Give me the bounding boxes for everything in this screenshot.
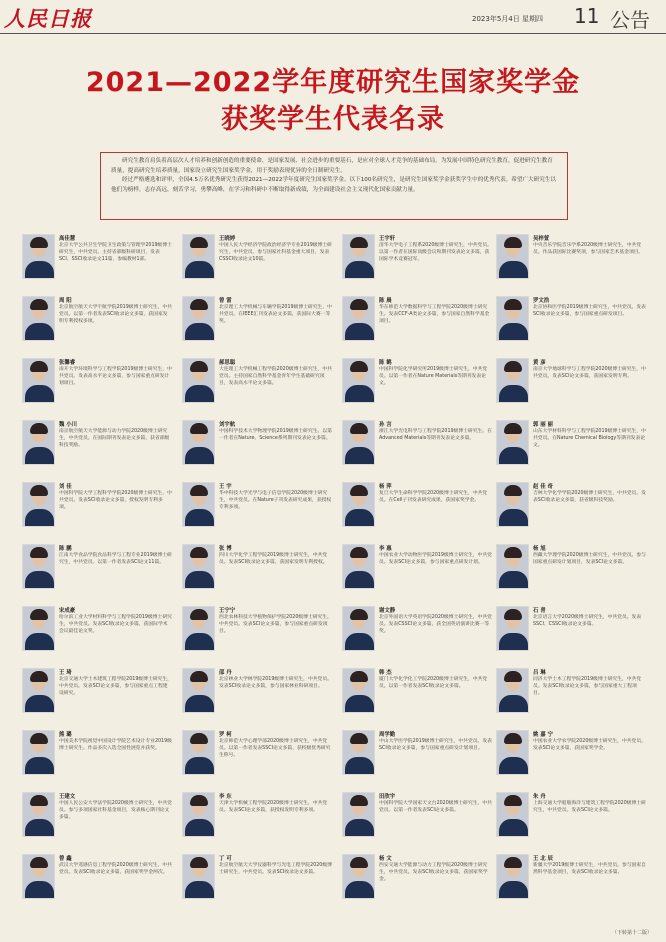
awardee-photo	[496, 234, 529, 279]
awardee-bio: 南京航空航天大学能源与动力学院2020级博士研究生，中共党员。在国际期刊发表论文多篇，获省部级科技奖励。	[59, 429, 170, 449]
awardee-card	[22, 854, 174, 910]
awardee-photo	[342, 668, 375, 713]
awardee-photo	[342, 792, 375, 837]
intro-box	[100, 152, 568, 220]
awardee-bio: 浙江大学光电科学与工程学院2019级博士研究生。在Advanced Materials等期刊发表论文多篇。	[379, 429, 492, 442]
awardee-photo	[496, 358, 529, 403]
awardee-card	[182, 544, 334, 600]
awardee-card	[182, 482, 334, 538]
awardee-name: 高佳慧	[59, 236, 76, 242]
awardee-photo	[342, 296, 375, 341]
awardee-name: 赵 佳 奇	[533, 484, 553, 490]
awardee-card	[342, 296, 494, 352]
awardee-name: 陈 晨	[379, 298, 392, 304]
awardee-bio: 中国美术学院视觉中国设计学院艺术设计专业2019级博士研究生。作品多次入选全国性展览并获奖。	[59, 739, 172, 752]
awardee-name: 陈 鹤	[379, 360, 392, 366]
awardee-name: 曾 鑫	[59, 856, 72, 862]
awardee-bio: 四川大学化学工程学院2019级博士研究生，中共党员。发表SCI收录论文多篇，获国家发明专利授权。	[219, 553, 328, 566]
awardee-bio: 中国科学技术大学物理学院2019级博士研究生。以第一作者在Nature、Science系列期刊发表论文多篇。	[219, 429, 332, 442]
awardee-card	[22, 730, 174, 786]
awardee-name: 曾 雷	[219, 298, 232, 304]
awardee-card	[182, 358, 334, 414]
awardee-name: 郝思聪	[219, 360, 236, 366]
awardee-photo	[182, 730, 215, 775]
awardee-photo	[496, 730, 529, 775]
awardee-photo	[496, 792, 529, 837]
awardee-name: 王宇轩	[379, 236, 396, 242]
awardee-name: 熊 璐	[59, 732, 72, 738]
awardee-card	[496, 730, 648, 786]
awardee-name: 朱 舟	[533, 794, 546, 800]
awardee-name: 罗文浩	[533, 298, 550, 304]
awardee-bio: 中国农业大学动物医学院2019级博士研究生，中共党员。发表SCI论文多篇，参与国家重点研发计划。	[379, 553, 492, 566]
awardee-bio: 北京师范大学心理学部2020级博士研究生，中共党员。以第一作者发表SSCI论文多篇，获校级优秀研究生称号。	[219, 739, 331, 759]
awardee-photo	[22, 296, 55, 341]
awardee-photo	[22, 482, 55, 527]
awardee-photo	[182, 854, 215, 899]
awardee-name: 王宁宁	[219, 608, 236, 614]
awardee-name: 王晓婷	[219, 236, 236, 242]
awardee-bio: 天津大学机械工程学院2020级博士研究生，中共党员。发表SCI论文多篇，获授权发明专利多项。	[219, 801, 328, 814]
awardee-bio: 北京航空航天大学仪器科学与光电工程学院2020级博士研究生，中共党员。发表SCI收录论文多篇。	[219, 863, 332, 876]
awardee-card	[342, 358, 494, 414]
awardee-bio: 华东师范大学数据科学与工程学院2020级博士研究生。发表CCF-A类论文多篇，参与国家自然科学基金项目。	[379, 305, 490, 325]
awardee-name: 吕 琳	[533, 670, 546, 676]
awardee-photo	[182, 296, 215, 341]
awardee-photo	[22, 358, 55, 403]
awardee-bio: 南开大学环境科学与工程学院2019级博士研究生，中共党员。发表高水平论文多篇，参与国家重点研发计划项目。	[59, 367, 172, 387]
awardee-bio: 中国农业大学农学院2020级博士研究生，中共党员。发表SCI论文多篇，获国家奖学金。	[533, 739, 646, 752]
awardee-photo	[22, 668, 55, 713]
awardee-bio: 北京理工大学机械与车辆学院2019级博士研究生，中共党员。在IEEE汇刊发表论文多篇，获国际大赛一等奖。	[219, 305, 332, 325]
page-title-line2: 获奖学生代表名录	[221, 104, 445, 135]
issue-date: 2023年5月4日 星期四	[472, 15, 543, 23]
awardee-bio: 江南大学食品学院食品科学与工程专业2019级博士研究生，中共党员。以第一作者发表SCI论文11篇。	[59, 553, 172, 566]
page-title-line1: 2021—2022学年度研究生国家奖学金	[85, 67, 581, 98]
awardee-bio: 山东大学材料科学与工程学院2019级博士研究生，中共党员。在Nature Chemical Biology等期刊发表论文。	[533, 429, 646, 449]
awardee-bio: 华中科技大学光学与电子信息学院2020级博士研究生，中共党员。在Nature子刊发表研究成果，获授权专利多项。	[219, 491, 332, 511]
awardee-bio: 北京大学公共卫生学院卫生政策与管理学2019级博士研究生，中共党员。主持省部级科研项目，发表SCI、SSCI收录论文11篇，参编教材1部。	[59, 243, 172, 263]
awardee-bio: 中国科学院大学工程科学学院2020级博士研究生，中共党员。发表SCI收录论文多篇，授权发明专利多项。	[59, 491, 172, 511]
awardee-card	[496, 482, 648, 538]
awardee-card	[342, 420, 494, 476]
awardee-card	[342, 668, 494, 724]
awardee-name: 丁 可	[219, 856, 232, 862]
awardee-photo	[496, 420, 529, 465]
awardee-bio: 北京语言大学2020级博士研究生，中共党员。发表SSCI、CSSCI收录论文多篇。	[533, 615, 642, 628]
newspaper-logo: 人民日报	[4, 6, 92, 31]
awardee-card	[342, 730, 494, 786]
awardee-bio: 北京外国语大学英语学院2020级博士研究生，中共党员。发表CSSCI论文多篇，获全国英语演讲比赛一等奖。	[379, 615, 492, 635]
awardee-name: 魏 小川	[59, 422, 78, 428]
awardee-card	[496, 668, 648, 724]
awardee-name: 杨 旭	[533, 546, 546, 552]
awardee-bio: 西安交通大学能源与动力工程学院2020级博士研究生，中共党员。发表SCI收录论文多篇，获国家奖学金。	[379, 863, 488, 883]
awardee-bio: 南京大学地球科学与工程学院2020级博士研究生，中共党员。发表SCI论文多篇，获国家发明专利。	[533, 367, 646, 380]
awardee-photo	[182, 792, 215, 837]
awardee-card	[182, 296, 334, 352]
awardee-photo	[22, 544, 55, 589]
awardee-card	[342, 854, 494, 910]
continued-note: （下转第十二版）	[612, 930, 653, 936]
awardee-bio: 清华大学电子工程系2020级博士研究生，中共党员。以第一作者在国际顶级会议和期刊发表论文多篇，获国际学术竞赛冠军。	[379, 243, 492, 263]
awardee-name: 姚 嘉 宁	[533, 732, 553, 738]
awardee-bio: 北京航空航天大学宇航学院2019级博士研究生，中共党员。以第一作者发表SCI收录论文多篇，获国家发明专利授权多项。	[59, 305, 172, 325]
awardee-name: 王建文	[59, 794, 76, 800]
awardee-card	[342, 792, 494, 848]
awardee-photo	[342, 234, 375, 279]
awardee-photo	[182, 420, 215, 465]
awardee-card	[22, 234, 174, 290]
awardee-photo	[22, 854, 55, 899]
awardee-photo	[496, 668, 529, 713]
awardee-card	[496, 420, 648, 476]
awardee-card	[496, 792, 648, 848]
awardee-name: 田欣宇	[379, 794, 396, 800]
awardee-photo	[342, 482, 375, 527]
masthead-divider	[0, 33, 666, 34]
section-name: 公告	[610, 8, 650, 32]
awardee-bio: 复旦大学生命科学学院2020级博士研究生，中共党员。在Cell子刊发表研究成果，获国家奖学金。	[379, 491, 488, 504]
page-number: 11	[574, 4, 600, 28]
awardee-card	[182, 730, 334, 786]
awardee-card	[22, 482, 174, 538]
awardee-bio: 哈尔滨工业大学材料科学与工程学院2019级博士研究生，中共党员。发表SCI收录论文多篇，获国际学术会议最佳论文奖。	[59, 615, 172, 635]
intro-paragraph-2: 经过严格遴选和评审，全国4.5万名优秀研究生获得2021—2022学年度研究生国家奖学金。以下100名研究生，是研究生国家奖学金获奖学生中的优秀代表。希望广大研究生以他们为榜样，志存高远，刻苦学习，勇攀高峰，在学习和科研中不断取得新成绩，为全面建设社会主义现代化国家贡献力量。	[111, 177, 557, 193]
awardee-name: 郭 丽 丽	[533, 422, 553, 428]
awardee-photo	[182, 358, 215, 403]
awardee-name: 周 阳	[59, 298, 72, 304]
awardee-name: 刘 佳	[59, 484, 72, 490]
awardee-photo	[182, 544, 215, 589]
awardee-bio: 西北农林科技大学植物保护学院2020级博士研究生，中共党员。发表SCI论文多篇，参与国家重点研发项目。	[219, 615, 332, 635]
awardee-name: 王 北 辰	[533, 856, 553, 862]
awardee-photo	[496, 854, 529, 899]
intro-paragraph-1: 研究生教育肩负着高层次人才培养和创新创造的重要使命，是国家发展、社会进步的重要基石，是应对全球人才竞争的基础布局。为发展中国特色研究生教育，促进研究生教育质量，提高研究生培养质量，国家设立研究生国家奖学金，用于奖励表现优异的全日制研究生。	[111, 158, 553, 174]
awardee-card	[182, 606, 334, 662]
awardee-photo	[22, 234, 55, 279]
awardee-photo	[182, 234, 215, 279]
awardee-bio: 西藏大学理学院2020级博士研究生，中共党员。参与国家重点研发计划项目，发表SCI论文多篇。	[533, 553, 646, 566]
awardee-bio: 中山大学医学院2019级博士研究生，中共党员。发表SCI收录论文多篇，参与国家重点研发计划项目。	[379, 739, 492, 752]
awardee-name: 孙 言	[379, 422, 392, 428]
awardee-photo	[182, 482, 215, 527]
awardee-photo	[22, 730, 55, 775]
awardee-bio: 北京林业大学林学院2019级博士研究生，中共党员。发表SCI收录论文多篇，参与国家林业科研项目。	[219, 677, 332, 690]
awardee-card	[182, 854, 334, 910]
awardee-name: 吴梓萱	[533, 236, 550, 242]
awardee-name: 李 东	[219, 794, 232, 800]
awardee-photo	[22, 792, 55, 837]
masthead	[0, 0, 666, 34]
awardee-card	[342, 606, 494, 662]
awardee-photo	[182, 668, 215, 713]
awardee-card	[22, 792, 174, 848]
awardee-bio: 北京交通大学土木建筑工程学院2019级博士研究生，中共党员。发表SCI论文多篇，参与国家重点工程建设研究。	[59, 677, 172, 697]
awardee-bio: 中国科学院化学研究所2019级博士研究生，中共党员。以第一作者在Nature Materials等期刊发表论文。	[379, 367, 488, 387]
awardee-name: 李 惠	[379, 546, 392, 552]
awardee-name: 宋成豪	[59, 608, 76, 614]
awardee-photo	[342, 606, 375, 651]
awardee-photo	[182, 606, 215, 651]
awardee-card	[496, 358, 648, 414]
awardee-photo	[342, 730, 375, 775]
awardee-card	[342, 234, 494, 290]
awardee-bio: 北京协和医学院2019级博士研究生，中共党员。发表SCI收录论文多篇，参与国家重点研发项目。	[533, 305, 646, 318]
awardee-bio: 中国人民公安大学法学院2020级博士研究生，中共党员。参与多项国家社科基金项目，发表核心期刊论文多篇。	[59, 801, 172, 821]
awardee-card	[496, 606, 648, 662]
awardee-card	[496, 854, 648, 910]
awardee-photo	[496, 544, 529, 589]
awardee-bio: 新疆大学2019级博士研究生，中共党员。参与国家自然科学基金项目，发表SCI收录论文多篇。	[533, 863, 646, 876]
awardee-card	[182, 420, 334, 476]
awardee-card	[342, 482, 494, 538]
awardee-bio: 厦门大学化学化工学院2020级博士研究生，中共党员。以第一作者发表SCI收录论文多篇。	[379, 677, 488, 690]
awardee-name: 罗 柯	[219, 732, 232, 738]
awardee-name: 王 宇	[219, 484, 232, 490]
awardee-photo	[22, 420, 55, 465]
awardee-photo	[496, 606, 529, 651]
awardee-card	[22, 358, 174, 414]
awardee-name: 刘宇航	[219, 422, 236, 428]
awardee-name: 黄 彦	[533, 360, 546, 366]
awardee-bio: 吉林大学化学学院2020级博士研究生，中共党员。发表SCI收录论文多篇，获省级科技奖励。	[533, 491, 646, 504]
awardee-card	[182, 792, 334, 848]
awardee-bio: 上海交通大学船舶海洋与建筑工程学院2020级博士研究生，中共党员。发表SCI论文多篇。	[533, 801, 646, 814]
awardee-bio: 武汉大学遥感信息工程学院2020级博士研究生，中共党员。发表SCI收录论文多篇，获国家奖学金两次。	[59, 863, 172, 876]
awardee-name: 张 博	[219, 546, 232, 552]
awardee-bio: 中国人民大学经济学院政治经济学专业2019级博士研究生，中共党员。参与国家社科基金重大项目，发表CSSCI收录论文10篇。	[219, 243, 332, 263]
awardee-name: 邵 丹	[219, 670, 232, 676]
awardee-card	[22, 668, 174, 724]
awardee-card	[496, 234, 648, 290]
awardee-photo	[342, 358, 375, 403]
awardee-card	[496, 544, 648, 600]
awardee-name: 王 琦	[59, 670, 72, 676]
awardee-name: 张馨睿	[59, 360, 76, 366]
awardee-card	[22, 420, 174, 476]
awardee-photo	[496, 296, 529, 341]
awardee-name: 周学勤	[379, 732, 396, 738]
awardee-card	[22, 606, 174, 662]
awardee-photo	[342, 544, 375, 589]
awardee-card	[182, 234, 334, 290]
awardee-bio: 中央音乐学院音乐学系2020级博士研究生，中共党员。作品获国际比赛奖项，参与国家艺术基金项目。	[533, 243, 644, 256]
awardee-card	[22, 544, 174, 600]
awardee-name: 杨 萍	[379, 484, 392, 490]
awardee-name: 陈 鹏	[59, 546, 72, 552]
awardee-card	[496, 296, 648, 352]
awardee-card	[22, 296, 174, 352]
awardee-photo	[496, 482, 529, 527]
awardee-name: 杨 文	[379, 856, 392, 862]
awardee-card	[342, 544, 494, 600]
awardee-photo	[22, 606, 55, 651]
awardee-name: 谢文静	[379, 608, 396, 614]
awardee-name: 石 青	[533, 608, 546, 614]
awardee-card	[182, 668, 334, 724]
awardee-bio: 大连理工大学机械工程学院2020级博士研究生，中共党员。主持国家自然科学基金青年学生基础研究项目，发表高水平论文多篇。	[219, 367, 332, 387]
awardee-bio: 同济大学土木工程学院2019级博士研究生，中共党员。发表SCI收录论文多篇，参与国家重大工程项目。	[533, 677, 642, 697]
awardee-photo	[342, 420, 375, 465]
awardee-name: 韩 杰	[379, 670, 392, 676]
awardee-bio: 中国科学院大学国家天文台2020级博士研究生，中共党员。以第一作者发表SCI论文多篇。	[379, 801, 492, 814]
awardee-photo	[342, 854, 375, 899]
